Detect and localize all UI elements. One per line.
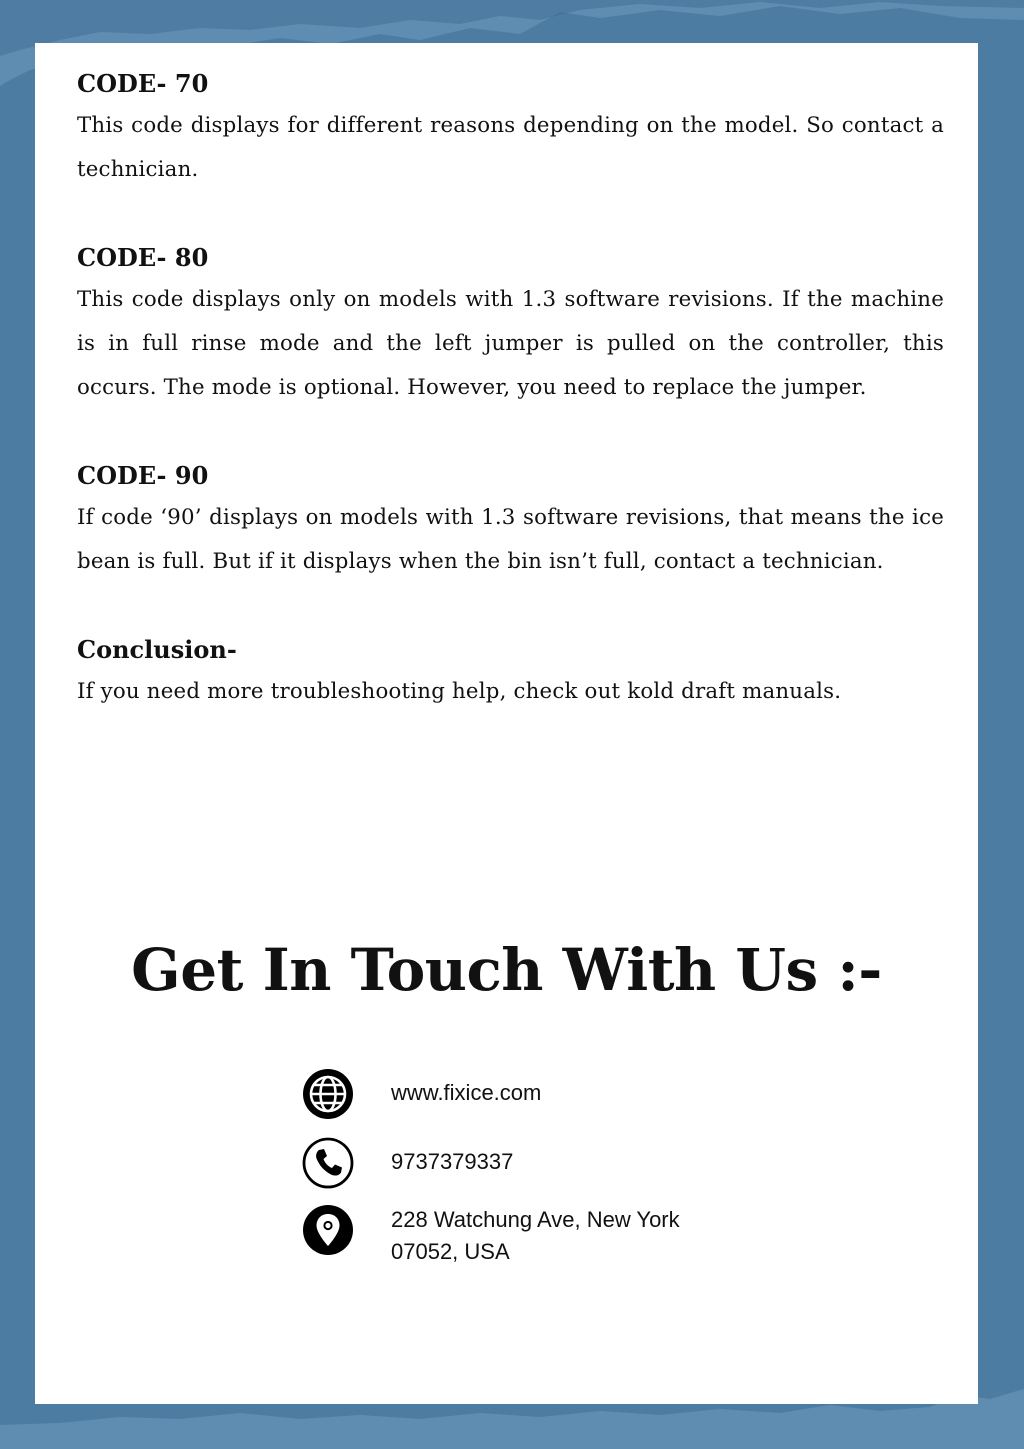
section-heading: CODE- 80 — [77, 243, 209, 272]
website-link[interactable]: www.fixice.com — [391, 1080, 542, 1105]
section-code-70 — [77, 64, 944, 192]
section-paragraph: This code displays for different reasons depending on the model. So contact a technician. — [77, 113, 944, 182]
section-conclusion — [77, 630, 944, 714]
contact-phone-row[interactable] — [302, 1137, 513, 1189]
contact-address-row — [302, 1204, 680, 1268]
section-paragraph: If code ‘90’ displays on models with 1.3 software revisions, that means the ice bean is full. But if it displays when the bin isn’t full, contact a technician. — [77, 505, 944, 574]
section-paragraph: If you need more troubleshooting help, check out kold draft manuals. — [77, 679, 842, 704]
globe-icon — [302, 1068, 354, 1120]
location-pin-icon — [302, 1204, 354, 1256]
address-text: 228 Watchung Ave, New York 07052, USA — [391, 1207, 680, 1264]
phone-icon — [302, 1137, 354, 1189]
document-body — [77, 64, 944, 714]
contact-title: Get In Touch With Us :- — [131, 936, 882, 1004]
section-heading: CODE- 90 — [77, 461, 209, 490]
section-paragraph: This code displays only on models with 1.3 software revisions. If the machine is in full rinse mode and the left jumper is pulled on the controller, this occurs. The mode is optional. However, you need to replace the jumper. — [77, 287, 944, 400]
contact-website-row[interactable] — [302, 1068, 541, 1120]
section-code-80 — [77, 238, 944, 410]
section-code-90 — [77, 456, 944, 584]
phone-number: 9737379337 — [391, 1149, 514, 1174]
section-heading: Conclusion- — [77, 635, 237, 664]
section-heading: CODE- 70 — [77, 69, 209, 98]
